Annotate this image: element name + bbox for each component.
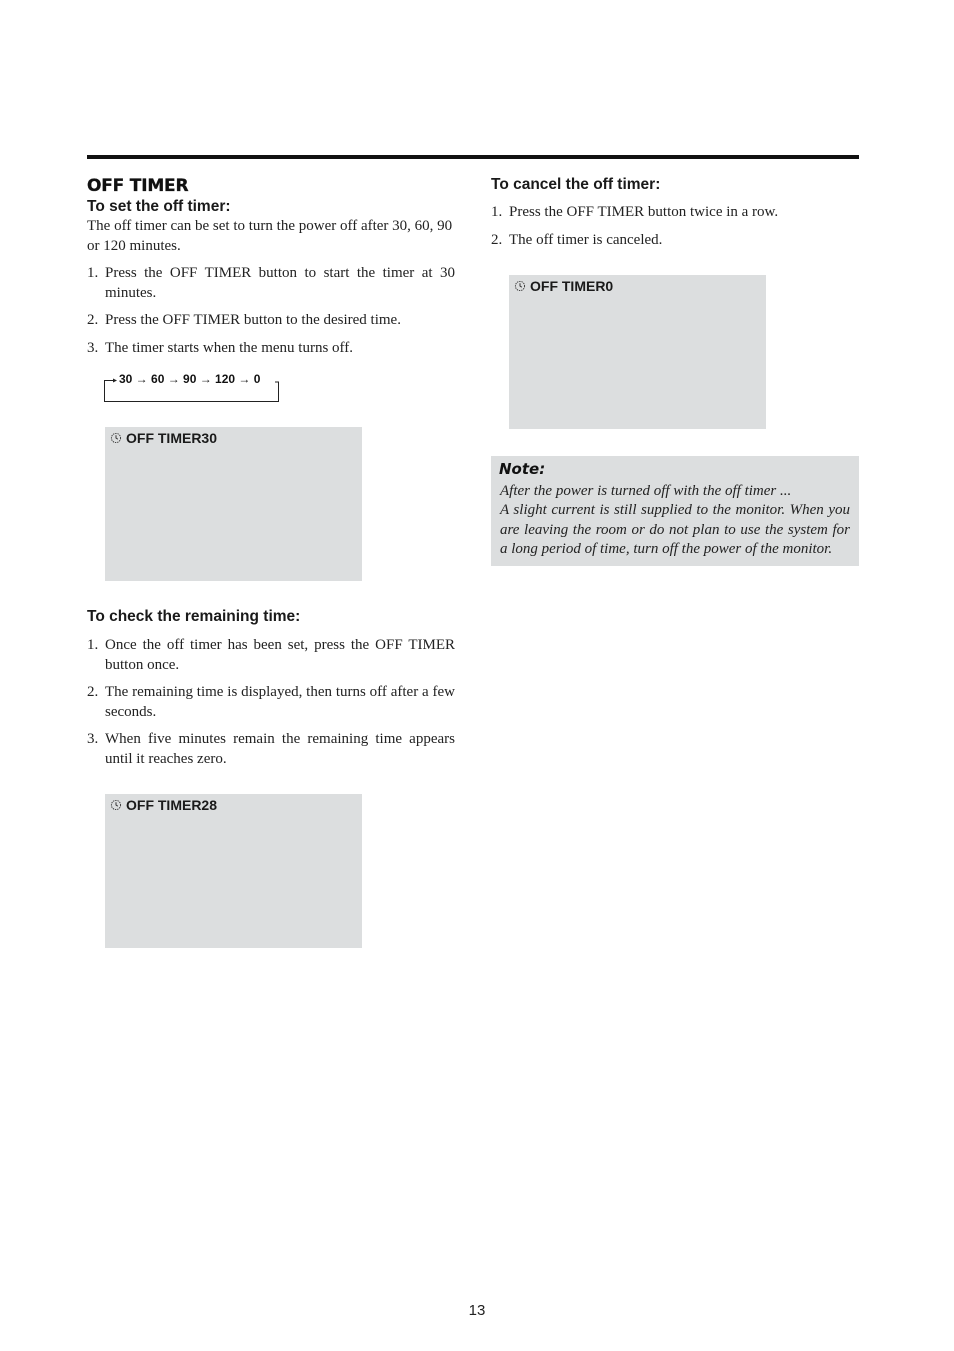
step-text: Once the off timer has been set, press the OFF TIMER button once. bbox=[105, 637, 455, 673]
set-timer-heading: To set the off timer: bbox=[87, 198, 231, 215]
osd-label-set bbox=[110, 430, 217, 446]
clock-icon bbox=[110, 799, 122, 811]
osd-label-check bbox=[110, 797, 217, 813]
step-number: 2. bbox=[87, 684, 99, 700]
osd-screen-set bbox=[105, 427, 362, 581]
set-timer-intro: The off timer can be set to turn the power off after 30, 60, 90 or 120 minutes. bbox=[87, 218, 453, 254]
list-item bbox=[491, 231, 859, 251]
note-line-2: A slight current is still supplied to the monitor. When you are leaving the room or do not plan to use the system for a long period of time, turn off the power of the monitor. bbox=[500, 502, 850, 557]
note-line-1: After the power is turned off with the off timer ... bbox=[500, 483, 792, 499]
timer-sequence-text: 30 → 60 → 90 → 120 → 0 bbox=[119, 372, 261, 386]
list-item bbox=[87, 683, 455, 722]
osd-text: OFF TIMER0 bbox=[530, 278, 614, 294]
set-timer-steps bbox=[87, 264, 455, 358]
step-text: Press the OFF TIMER button to the desired time. bbox=[105, 312, 401, 328]
step-text: Press the OFF TIMER button twice in a row. bbox=[509, 204, 779, 220]
step-number: 2. bbox=[87, 312, 99, 328]
note-title: Note: bbox=[499, 460, 546, 478]
step-text: The timer starts when the menu turns off. bbox=[105, 339, 353, 356]
osd-screen-check bbox=[105, 794, 362, 948]
osd-label-cancel bbox=[514, 278, 613, 294]
list-item bbox=[87, 311, 455, 331]
list-item bbox=[87, 339, 455, 359]
cancel-timer-steps bbox=[491, 203, 859, 250]
check-time-heading: To check the remaining time: bbox=[87, 608, 301, 625]
list-item bbox=[87, 636, 455, 675]
osd-text: OFF TIMER30 bbox=[126, 430, 218, 446]
note-body bbox=[500, 482, 850, 559]
step-text: The remaining time is displayed, then turns off after a few seconds. bbox=[105, 684, 455, 720]
step-number: 1. bbox=[87, 637, 99, 653]
step-number: 3. bbox=[87, 731, 99, 747]
check-time-section bbox=[87, 607, 455, 769]
cancel-timer-heading: To cancel the off timer: bbox=[491, 176, 661, 193]
check-time-steps bbox=[87, 636, 455, 769]
section-title: OFF TIMER bbox=[87, 176, 189, 196]
step-text: The off timer is canceled. bbox=[509, 231, 663, 248]
clock-icon bbox=[514, 280, 526, 292]
step-number: 1. bbox=[491, 204, 503, 220]
right-column bbox=[491, 175, 859, 250]
step-text: Press the OFF TIMER button to start the timer at 30 minutes. bbox=[105, 265, 455, 301]
list-item bbox=[87, 264, 455, 303]
osd-text: OFF TIMER28 bbox=[126, 797, 218, 813]
step-number: 2. bbox=[491, 231, 503, 248]
timer-cycle-diagram bbox=[104, 372, 280, 403]
page-number: 13 bbox=[468, 1302, 486, 1319]
step-number: 3. bbox=[87, 339, 99, 356]
note-box bbox=[491, 456, 859, 566]
osd-screen-cancel bbox=[509, 275, 766, 429]
list-item bbox=[87, 730, 455, 769]
step-text: When five minutes remain the remaining time appears until it reaches zero. bbox=[105, 731, 455, 767]
header-rule bbox=[87, 155, 859, 159]
left-column bbox=[87, 175, 455, 358]
list-item bbox=[491, 203, 859, 223]
clock-icon bbox=[110, 432, 122, 444]
step-number: 1. bbox=[87, 265, 99, 281]
